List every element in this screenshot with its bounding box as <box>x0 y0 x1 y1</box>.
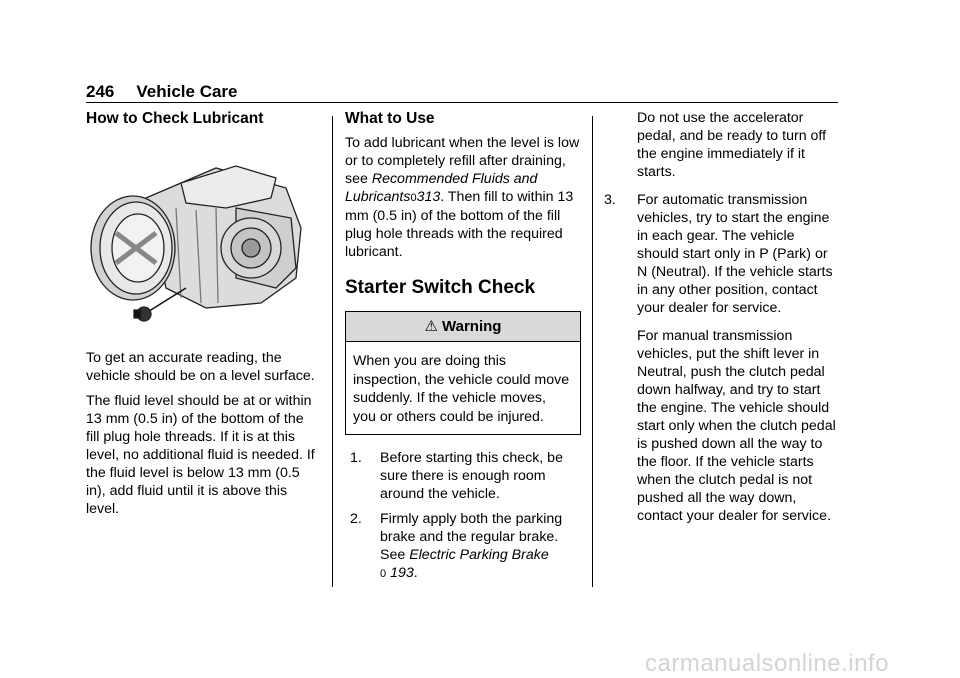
what-to-use-heading: What to Use <box>345 110 435 127</box>
cross-reference-link[interactable]: Recommended Fluids and Lubricants <box>345 171 538 205</box>
paragraph: To add lubricant when the level is low or to completely refill after draining, see Recommended Fluids and Lubricants0313. Then fill to within 13 mm (0.5 in) of the bottom of the fill plug hole threads with the required lubricant. <box>345 135 580 260</box>
column-left <box>86 108 320 525</box>
cross-reference-link[interactable]: Electric Parking Brake <box>409 547 549 563</box>
warning-text: When you are doing this inspection, the vehicle could move suddenly. If the vehicle moves, you or others could be injured. <box>353 353 570 425</box>
paragraph: The fluid level should be at or within 13 mm (0.5 in) of the bottom of the fill plug hole threads. If it is at this level, no additional fluid is needed. If the fluid level is below 13 mm (0.5 in), add fluid until it is above this level. <box>86 393 315 517</box>
differential-fill-plug-illustration <box>86 138 320 333</box>
warning-icon: ⚠ <box>424 318 438 335</box>
column-divider <box>332 116 333 587</box>
warning-header <box>346 312 580 342</box>
watermark: carmanualsonline.info <box>645 650 889 677</box>
warning-box <box>345 311 581 435</box>
page-header <box>86 82 238 102</box>
page-arrow-icon: 0 <box>380 568 387 580</box>
steps-list <box>345 449 581 583</box>
paragraph: For manual transmission vehicles, put the shift lever in Neutral, push the clutch pedal down halfway, and try to start the engine. The vehicle should start only when the clutch pedal is pushed down all the way to the floor. If the vehicle starts when the clutch pedal is not pushed all the way down, contact your dealer for service. <box>637 328 836 524</box>
page-number: 246 <box>86 82 115 101</box>
page-reference[interactable]: 313 <box>416 189 441 205</box>
list-item: 1. Before starting this check, be sure there is enough room around the vehicle. <box>350 450 563 502</box>
page-arrow-icon: 0 <box>410 192 417 204</box>
column-middle <box>345 108 581 590</box>
warning-label: Warning <box>442 318 502 335</box>
how-to-check-heading: How to Check Lubricant <box>86 110 264 127</box>
section-title: Vehicle Care <box>136 82 238 101</box>
steps-list <box>604 191 840 317</box>
list-item: 2. Firmly apply both the parking brake and the regular brake. See Electric Parking Brake 0 193. <box>350 511 563 581</box>
page-reference[interactable]: 193 <box>390 565 414 581</box>
starter-switch-check-heading: Starter Switch Check <box>345 277 536 298</box>
column-right <box>604 109 840 532</box>
header-rule <box>86 102 838 103</box>
list-item: 3. For automatic transmission vehicles, try to start the engine in each gear. The vehicle should start only in P (Park) or N (Neutral). If the vehicle starts in any other position, contact your dealer for service. <box>604 192 833 316</box>
paragraph: Do not use the accelerator pedal, and be ready to turn off the engine immediately if it starts. <box>637 110 827 180</box>
column-divider <box>592 116 593 587</box>
paragraph: To get an accurate reading, the vehicle should be on a level surface. <box>86 350 315 384</box>
